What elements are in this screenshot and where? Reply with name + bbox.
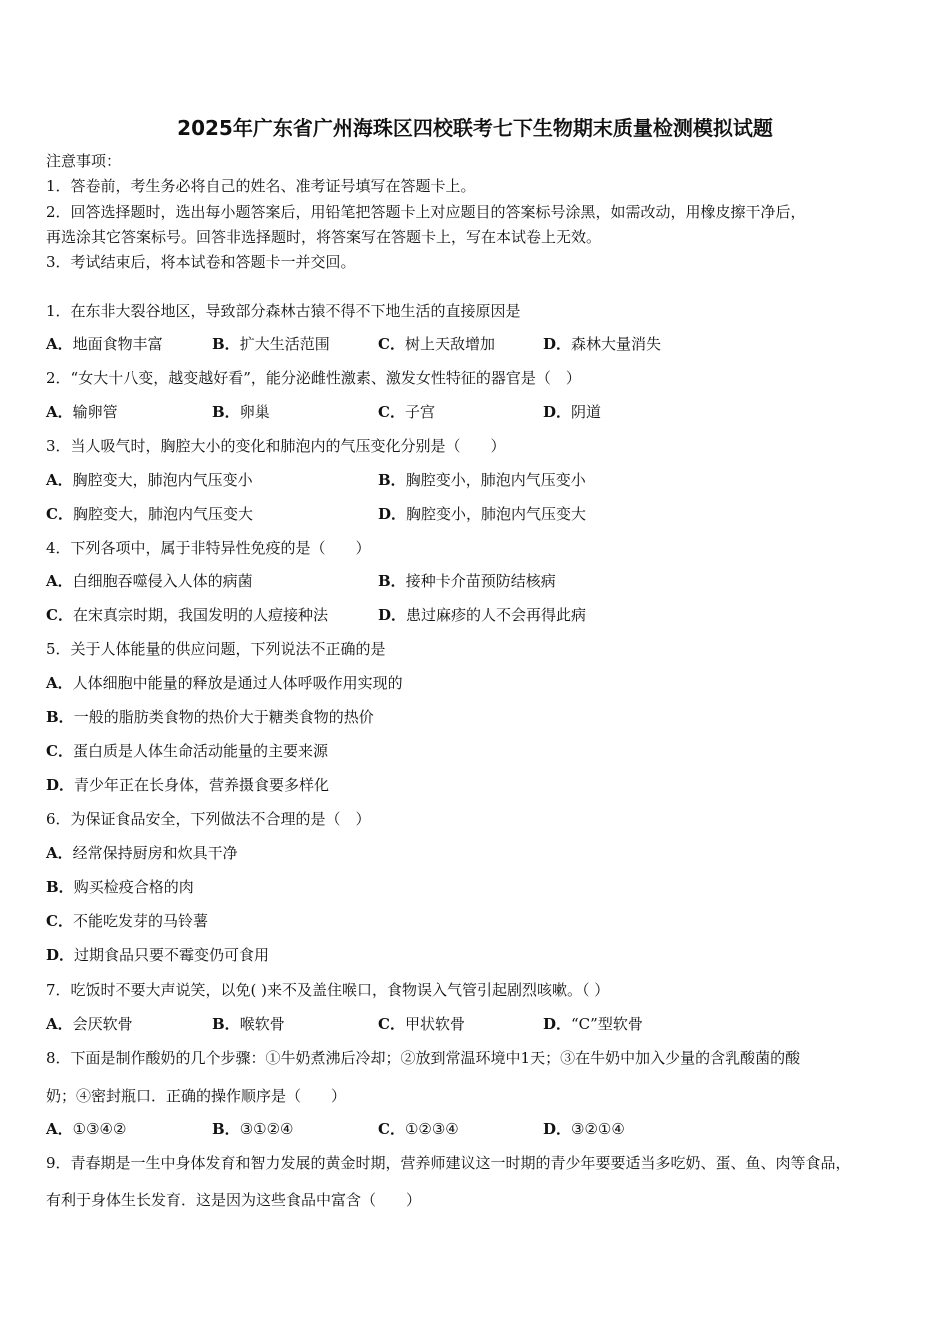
option-c [378, 334, 495, 354]
option-c [378, 1119, 459, 1139]
option-text: 会厌软骨 [72, 1015, 133, 1033]
notice-item: 1．答卷前，考生务必将自己的姓名、准考证号填写在答题卡上。 [46, 177, 476, 195]
option-c [46, 504, 253, 524]
option-letter: C． [46, 505, 73, 523]
notice-heading: 注意事项： [46, 152, 122, 170]
option-a [46, 1014, 133, 1034]
option-b [212, 334, 330, 354]
question-stem: 8．下面是制作酸奶的几个步骤：①牛奶煮沸后冷却；②放到常温环境中1天；③在牛奶中加入少量的含乳酸菌的酸 [46, 1049, 801, 1067]
option-letter: A． [46, 1120, 73, 1138]
option-b [212, 402, 270, 422]
option-text: 卵巢 [239, 403, 270, 421]
option-b [378, 571, 556, 591]
option-d [378, 605, 586, 625]
option-text: 地面食物丰富 [72, 335, 163, 353]
option-text: 人体细胞中能量的释放是通过人体呼吸作用实现的 [72, 674, 403, 692]
option-letter: B． [378, 471, 406, 489]
option-a [46, 1119, 126, 1139]
option-text: 过期食品只要不霉变仍可食用 [74, 946, 270, 964]
option-letter: B． [212, 1120, 240, 1138]
option-text: 购买检疫合格的肉 [73, 878, 194, 896]
option-letter: B． [378, 572, 406, 590]
option-letter: D． [543, 1120, 572, 1138]
page-title: 2025年广东省广州海珠区四校联考七下生物期末质量检测模拟试题 [177, 116, 773, 140]
option-text: 胸腔变小，肺泡内气压变小 [405, 471, 586, 489]
option-b [46, 707, 374, 727]
option-letter: A． [46, 572, 73, 590]
option-d [46, 945, 269, 965]
option-c [378, 402, 435, 422]
option-text: 青少年正在长身体，营养摄食要多样化 [74, 776, 330, 794]
option-text: 胸腔变小，肺泡内气压变大 [406, 505, 587, 523]
option-text: 不能吃发芽的马铃薯 [72, 912, 208, 930]
option-text: 白细胞吞噬侵入人体的病菌 [72, 572, 253, 590]
option-letter: B． [46, 878, 74, 896]
option-letter: C． [378, 403, 405, 421]
option-a [46, 673, 403, 693]
option-text: ③①②④ [239, 1120, 294, 1138]
option-text: “C”型软骨 [571, 1015, 643, 1033]
option-letter: D． [46, 776, 75, 794]
question-stem: 2．“女大十八变，越变越好看”，能分泌雌性激素、激发女性特征的器官是（ ） [46, 369, 581, 387]
option-text: 阴道 [571, 403, 602, 421]
option-d [378, 504, 586, 524]
option-letter: C． [46, 742, 73, 760]
option-b [46, 877, 194, 897]
option-d [543, 402, 601, 422]
option-letter: A． [46, 403, 73, 421]
option-text: 树上天敌增加 [404, 335, 495, 353]
option-a [46, 402, 118, 422]
option-letter: D． [543, 1015, 572, 1033]
option-letter: A． [46, 844, 73, 862]
option-d [543, 1119, 625, 1139]
option-c [46, 605, 328, 625]
option-b [212, 1119, 293, 1139]
option-letter: B． [212, 1015, 240, 1033]
option-text: 经常保持厨房和炊具干净 [72, 844, 238, 862]
notice-item: 3．考试结束后，将本试卷和答题卡一并交回。 [46, 253, 356, 271]
question-stem: 6．为保证食品安全，下列做法不合理的是（ ） [46, 810, 371, 828]
option-letter: D． [543, 335, 572, 353]
question-stem: 有利于身体生长发育．这是因为这些食品中富含（ ） [46, 1191, 422, 1209]
option-text: ①②③④ [404, 1120, 459, 1138]
option-letter: B． [212, 403, 240, 421]
option-a [46, 470, 253, 490]
notice-item: 再选涂其它答案标号。回答非选择题时，将答案写在答题卡上，写在本试卷上无效。 [46, 228, 602, 246]
option-text: 胸腔变大，肺泡内气压变大 [72, 505, 253, 523]
option-letter: D． [378, 606, 407, 624]
option-letter: A． [46, 1015, 73, 1033]
option-c [46, 741, 328, 761]
question-stem: 5．关于人体能量的供应问题，下列说法不正确的是 [46, 640, 386, 658]
option-text: 输卵管 [72, 403, 118, 421]
option-letter: C． [46, 606, 73, 624]
option-b [212, 1014, 285, 1034]
option-text: ①③④② [72, 1120, 127, 1138]
option-text: 子宫 [404, 403, 435, 421]
option-d [46, 775, 329, 795]
option-letter: C． [378, 1015, 405, 1033]
option-letter: D． [543, 403, 572, 421]
option-letter: C． [378, 335, 405, 353]
option-a [46, 571, 253, 591]
option-text: 森林大量消失 [571, 335, 662, 353]
option-a [46, 843, 238, 863]
option-letter: A． [46, 335, 73, 353]
option-text: 甲状软骨 [404, 1015, 465, 1033]
option-text: 患过麻疹的人不会再得此病 [406, 606, 587, 624]
option-letter: C． [378, 1120, 405, 1138]
option-text: 蛋白质是人体生命活动能量的主要来源 [72, 742, 328, 760]
question-stem: 9．青春期是一生中身体发育和智力发展的黄金时期，营养师建议这一时期的青少年要要适当多吃奶、蛋、鱼、肉等食品， [46, 1154, 851, 1172]
option-letter: D． [378, 505, 407, 523]
notice-item: 2．回答选择题时，选出每小题答案后，用铅笔把答题卡上对应题目的答案标号涂黑，如需改动，用橡皮擦干净后， [46, 203, 806, 221]
option-letter: A． [46, 674, 73, 692]
option-letter: B． [46, 708, 74, 726]
option-letter: C． [46, 912, 73, 930]
question-stem: 3．当人吸气时，胸腔大小的变化和肺泡内的气压变化分别是（ ） [46, 437, 506, 455]
option-text: 在宋真宗时期，我国发明的人痘接种法 [72, 606, 328, 624]
option-text: 喉软骨 [239, 1015, 285, 1033]
option-letter: D． [46, 946, 75, 964]
option-text: 扩大生活范围 [239, 335, 330, 353]
question-stem: 4．下列各项中，属于非特异性免疫的是（ ） [46, 539, 371, 557]
option-b [378, 470, 586, 490]
question-stem: 奶；④密封瓶口．正确的操作顺序是（ ） [46, 1087, 347, 1105]
option-c [378, 1014, 465, 1034]
option-text: 接种卡介苗预防结核病 [405, 572, 556, 590]
option-c [46, 911, 208, 931]
option-d [543, 1014, 643, 1034]
option-text: 一般的脂肪类食物的热价大于糖类食物的热价 [73, 708, 374, 726]
question-stem: 7．吃饭时不要大声说笑，以免( )来不及盖住喉口，食物误入气管引起剧烈咳嗽。（ ） [46, 981, 610, 999]
option-letter: A． [46, 471, 73, 489]
option-text: ③②①④ [571, 1120, 625, 1138]
option-letter: B． [212, 335, 240, 353]
question-stem: 1．在东非大裂谷地区，导致部分森林古猿不得不下地生活的直接原因是 [46, 302, 521, 320]
option-a [46, 334, 163, 354]
option-text: 胸腔变大，肺泡内气压变小 [72, 471, 253, 489]
option-d [543, 334, 661, 354]
